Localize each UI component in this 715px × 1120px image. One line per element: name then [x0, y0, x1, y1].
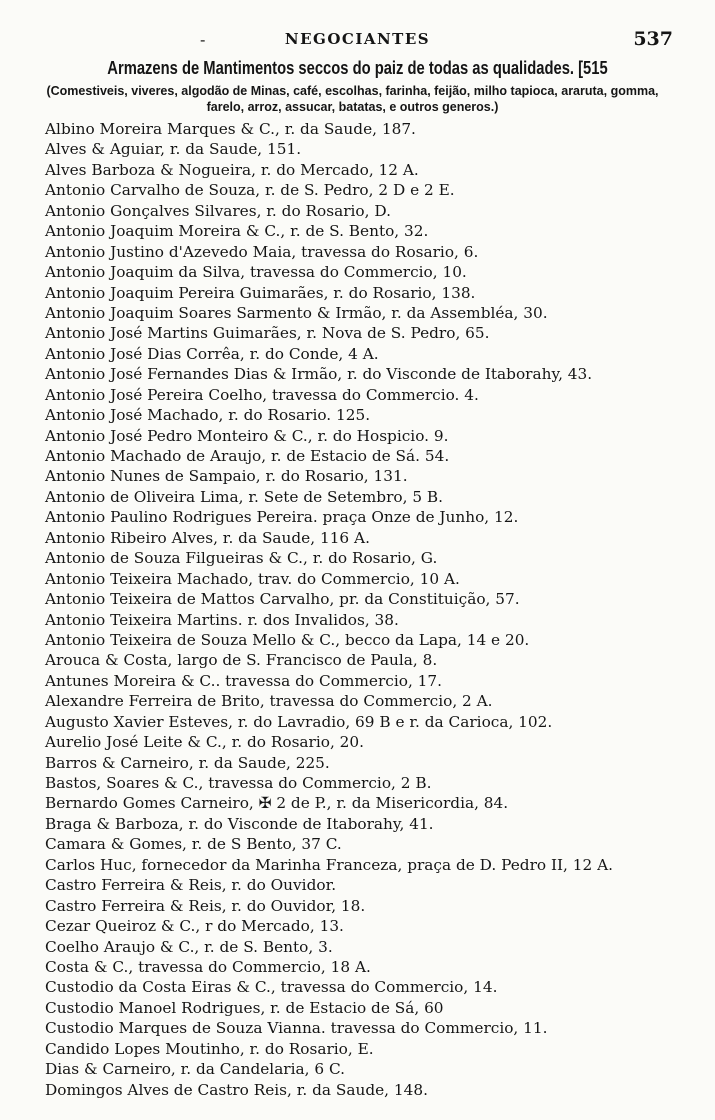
list-item: Custodio Marques de Souza Vianna. travessa do Commercio, 11. — [45, 1019, 548, 1038]
list-item: Antonio José Dias Corrêa, r. do Conde, 4 A. — [45, 344, 379, 363]
list-item: Antonio Nunes de Sampaio, r. do Rosario, 131. — [45, 467, 408, 486]
merchant-list — [45, 119, 685, 1100]
list-item: Braga & Barboza, r. do Visconde de Itaborahy, 41. — [45, 814, 434, 833]
page-number: 537 — [633, 28, 673, 50]
section-subheading: (Comestiveis, viveres, algodão de Minas, café, escolhas, farinha, feijão, milho tapioca, araruta, gomma, farelo, arroz, assucar, batatas, e outros generos.) — [46, 84, 659, 114]
list-item: Costa & C., travessa do Commercio, 18 A. — [45, 957, 371, 976]
list-item: Antonio José Pedro Monteiro & C., r. do Hospicio. 9. — [45, 426, 449, 445]
list-item: Antonio Teixeira de Mattos Carvalho, pr. da Constituição, 57. — [45, 590, 520, 609]
list-item: Antonio Teixeira de Souza Mello & C., becco da Lapa, 14 e 20. — [45, 630, 530, 649]
list-item: Augusto Xavier Esteves, r. do Lavradio, 69 B e r. da Carioca, 102. — [45, 712, 553, 731]
list-item: Carlos Huc, fornecedor da Marinha Franceza, praça de D. Pedro II, 12 A. — [45, 855, 613, 874]
list-item: Antonio Justino d'Azevedo Maia, travessa do Rosario, 6. — [45, 242, 479, 261]
list-item: Alves Barboza & Nogueira, r. do Mercado, 12 A. — [45, 160, 419, 179]
list-item: Antonio José Martins Guimarães, r. Nova de S. Pedro, 65. — [45, 324, 490, 343]
list-item: Antonio Ribeiro Alves, r. da Saude, 116 A. — [45, 528, 370, 547]
page-title: NEGOCIANTES — [284, 30, 431, 48]
list-item: Antonio Machado de Araujo, r. de Estacio de Sá. 54. — [45, 447, 450, 465]
list-item: Antonio de Oliveira Lima, r. Sete de Setembro, 5 B. — [45, 487, 444, 506]
list-item: Antunes Moreira & C.. travessa do Commercio, 17. — [45, 671, 442, 690]
list-item: Antonio Teixeira Martins. r. dos Invalidos, 38. — [45, 610, 399, 629]
list-item: Dias & Carneiro, r. da Candelaria, 6 C. — [45, 1060, 345, 1079]
list-item: Barros & Carneiro, r. da Saude, 225. — [45, 753, 330, 772]
list-item: Candido Lopes Moutinho, r. do Rosario, E. — [45, 1039, 374, 1058]
list-item: Antonio Teixeira Machado, trav. do Commercio, 10 A. — [45, 569, 460, 588]
list-item: Castro Ferreira & Reis, r. do Ouvidor, 18. — [45, 896, 366, 915]
list-item: Albino Moreira Marques & C., r. da Saude, 187. — [45, 120, 416, 138]
list-item: Castro Ferreira & Reis, r. do Ouvidor. — [45, 876, 337, 895]
header-dash: - — [200, 30, 206, 49]
list-item: Alexandre Ferreira de Brito, travessa do Commercio, 2 A. — [45, 692, 493, 711]
list-item: Antonio de Souza Filgueiras & C., r. do Rosario, G. — [45, 549, 438, 568]
section-heading: Armazens de Mantimentos seccos do paiz de todas as qualidades. [515 — [107, 58, 608, 78]
list-item: Antonio Joaquim Moreira & C., r. de S. Bento, 32. — [45, 222, 429, 241]
list-item: Antonio José Machado, r. do Rosario. 125. — [45, 406, 371, 425]
list-item: Antonio Joaquim Pereira Guimarães, r. do Rosario, 138. — [45, 283, 476, 302]
running-header — [0, 30, 715, 52]
list-item: Coelho Araujo & C., r. de S. Bento, 3. — [45, 937, 333, 956]
list-item: Domingos Alves de Castro Reis, r. da Saude, 148. — [45, 1080, 428, 1099]
list-item: Camara & Gomes, r. de S Bento, 37 C. — [45, 835, 342, 854]
list-item: Cezar Queiroz & C., r do Mercado, 13. — [45, 917, 344, 936]
list-item: Antonio José Fernandes Dias & Irmão, r. do Visconde de Itaborahy, 43. — [45, 365, 593, 384]
list-item: Arouca & Costa, largo de S. Francisco de Paula, 8. — [45, 651, 438, 670]
list-item: Bernardo Gomes Carneiro, ✠ 2 de P., r. da Misericordia, 84. — [45, 794, 509, 813]
list-item: Antonio Paulino Rodrigues Pereira. praça Onze de Junho, 12. — [45, 508, 519, 527]
list-item: Custodio Manoel Rodrigues, r. de Estacio de Sá, 60 — [45, 998, 444, 1017]
list-item: Aurelio José Leite & C., r. do Rosario, 20. — [45, 733, 365, 752]
list-item: Antonio Gonçalves Silvares, r. do Rosario, D. — [45, 201, 391, 220]
list-item: Antonio Carvalho de Souza, r. de S. Pedro, 2 D e 2 E. — [45, 181, 455, 200]
list-item: Bastos, Soares & C., travessa do Commercio, 2 B. — [45, 774, 432, 792]
list-item: Antonio Joaquim Soares Sarmento & Irmão, r. da Assembléa, 30. — [45, 303, 548, 322]
list-item: Alves & Aguiar, r. da Saude, 151. — [45, 140, 302, 159]
list-item: Antonio José Pereira Coelho, travessa do Commercio. 4. — [45, 385, 479, 404]
list-item: Antonio Joaquim da Silva, travessa do Commercio, 10. — [45, 263, 467, 282]
list-item: Custodio da Costa Eiras & C., travessa do Commercio, 14. — [45, 978, 498, 997]
